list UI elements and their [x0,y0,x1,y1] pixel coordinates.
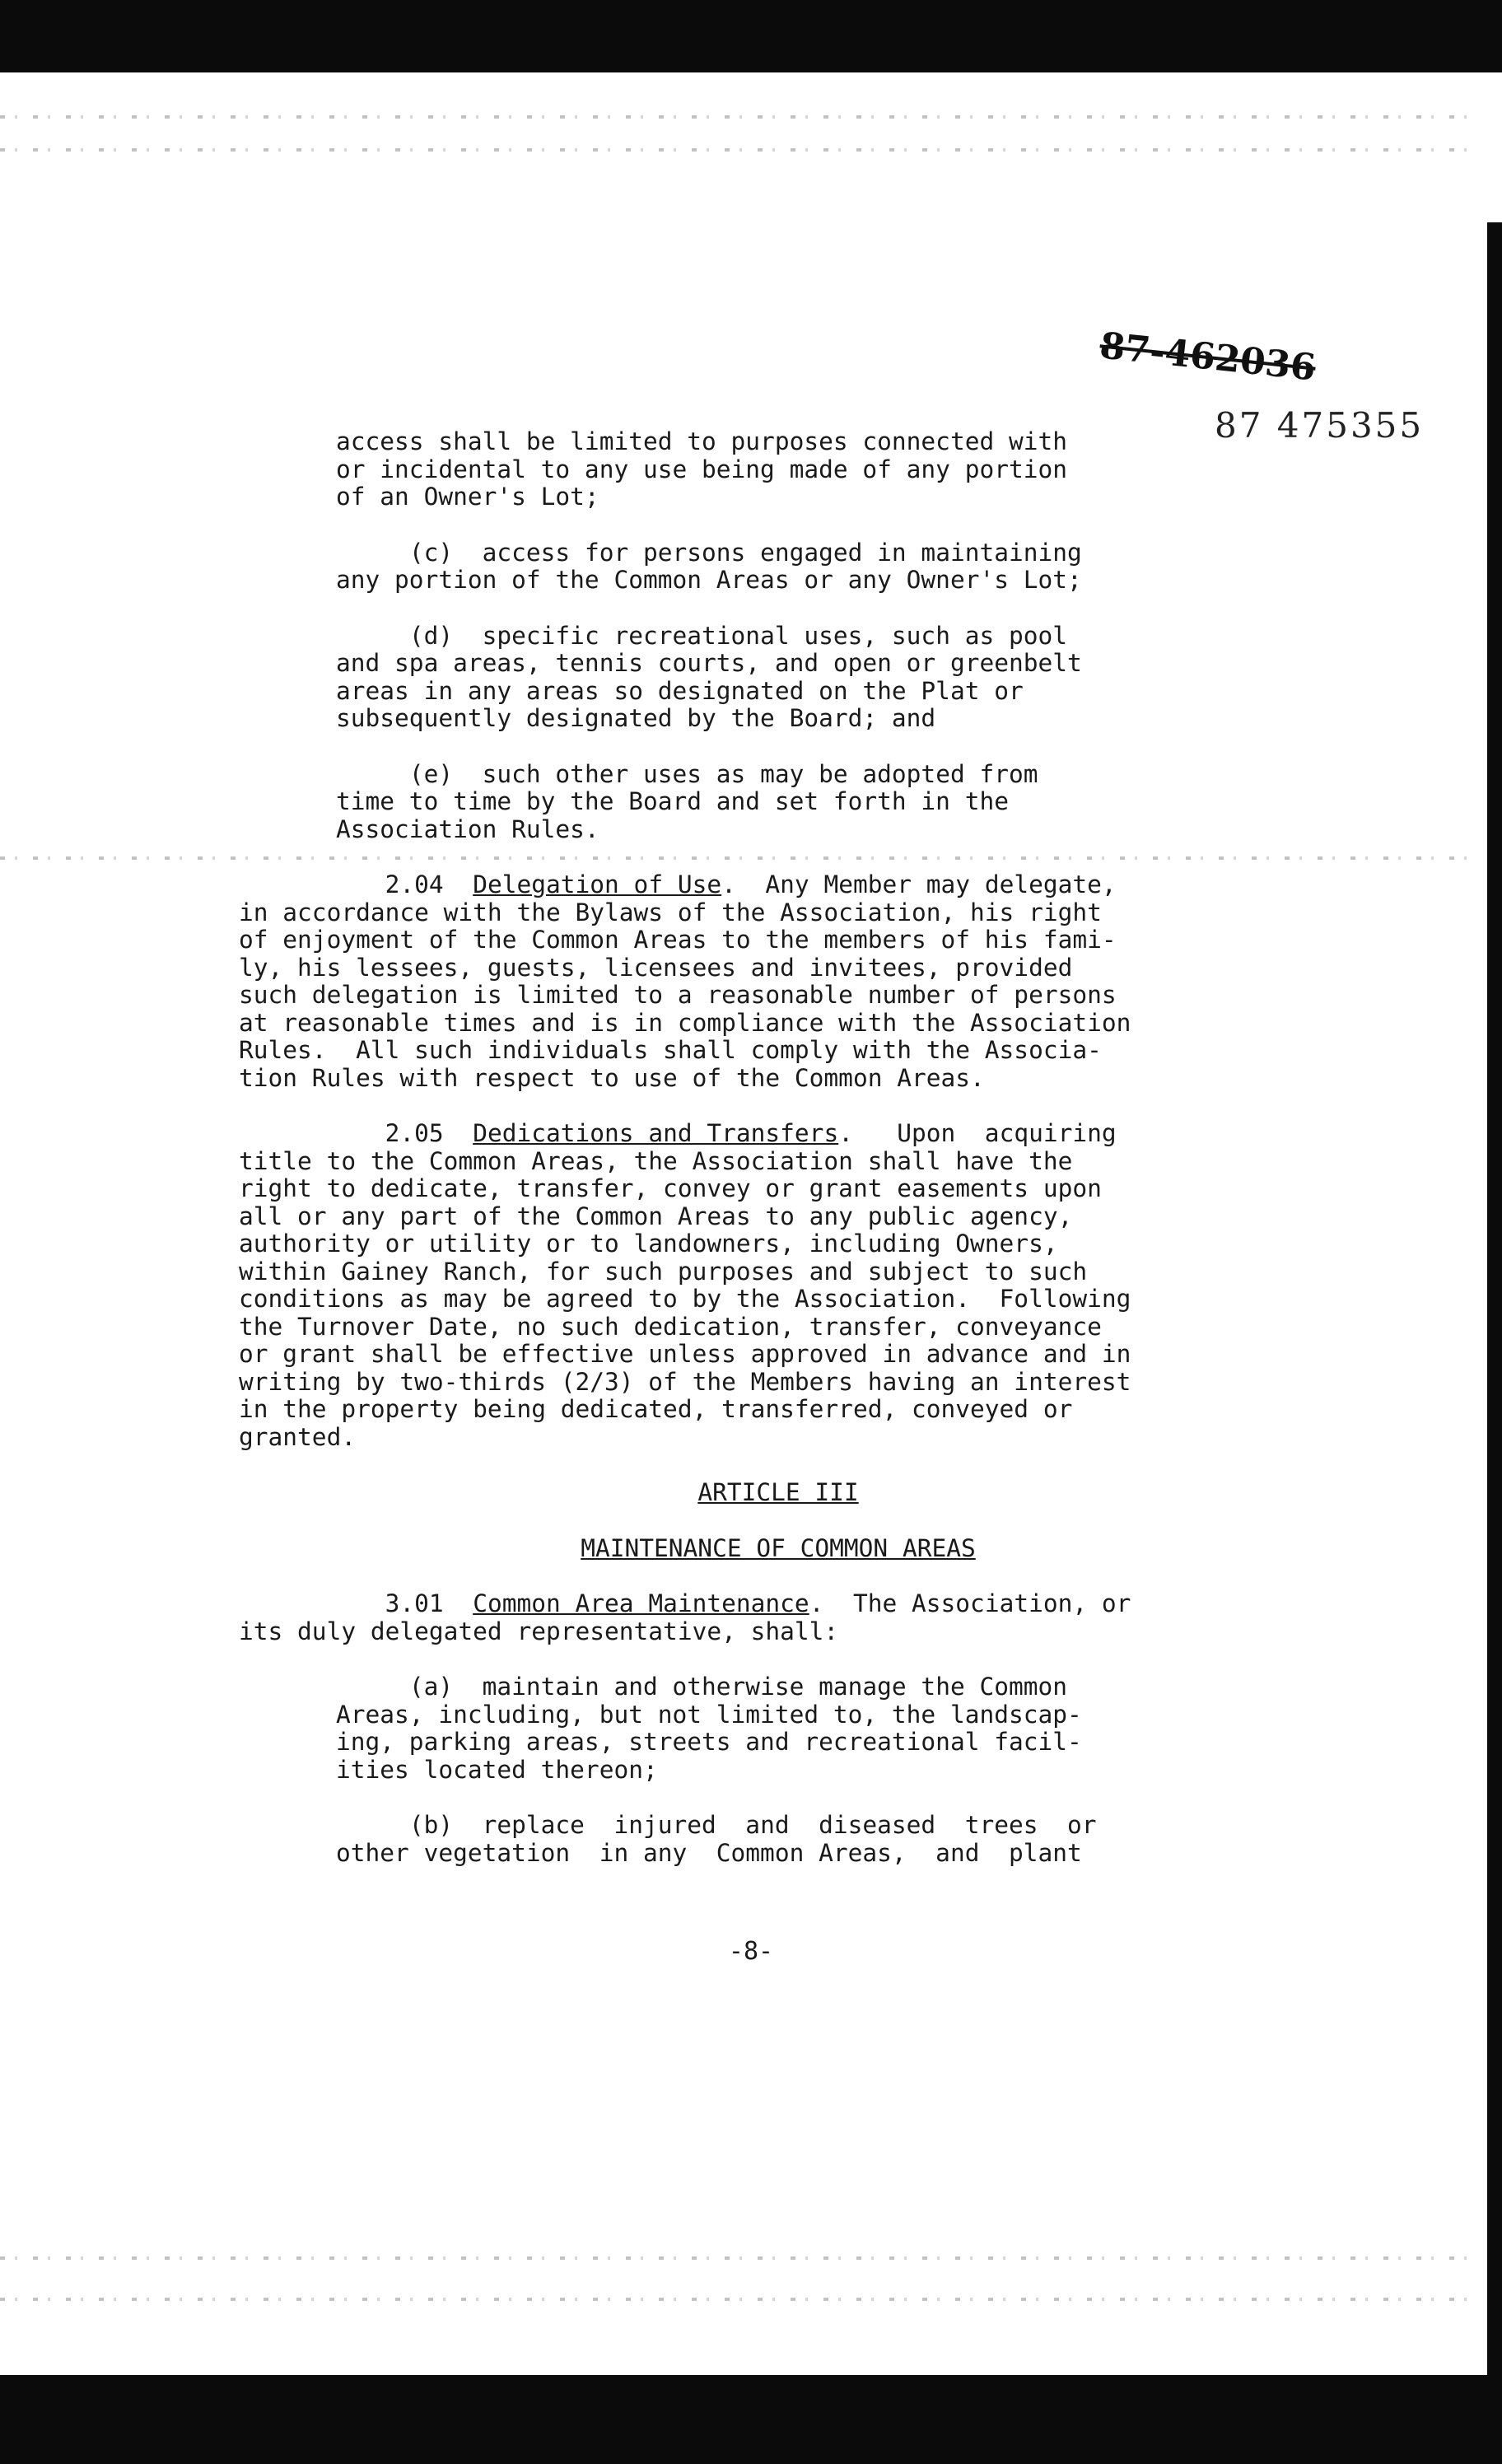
section-body: . The Association, or its duly delegated representative, shall: [239,1589,1131,1645]
page-number: -8- [728,1937,774,1966]
scan-noise [0,2256,1482,2260]
section-number: 3.01 [239,1589,473,1617]
scan-noise [0,2298,1482,2301]
struck-recording-number: 87-462036 [1098,324,1318,390]
scan-noise [0,115,1482,119]
document-body [239,428,1318,1867]
recording-number-stamp: 87 475355 [1215,405,1425,446]
paragraph-continuation: access shall be limited to purposes connected with or incidental to any use being made of any portion of an Owner's Lot; [336,427,1068,511]
section-2-05 [239,1120,1318,1451]
section-heading: Common Area Maintenance [473,1589,809,1617]
item-a: (a) maintain and otherwise manage the Common Areas, including, but not limited to, the landscap- ing, parking areas, streets and recreational facil- ities located thereon; [336,1673,1082,1784]
article-title: MAINTENANCE OF COMMON AREAS [581,1533,976,1562]
scan-border-right [1487,222,1502,2464]
item-e: (e) such other uses as may be adopted from time to time by the Board and set forth in the Association Rules. [336,759,1038,843]
item-d: (d) specific recreational uses, such as pool and spa areas, tennis courts, and open or greenbelt areas in any areas so designated on the Plat or subsequently designated by the Board; and [336,621,1082,732]
article-number: ARTICLE III [697,1478,859,1506]
section-body: . Upon acquiring title to the Common Areas, the Association shall have the right to dedicate, transfer, convey or grant easements upon all or any part of the Common Areas to any public agency, authority or utility or to landowners, including Owners, within Gainey Ranch, for such purposes and subject to such conditions as may be agreed to by the Association. Following the Turnover Date, no such dedication, transfer, conveyance or grant shall be effective unless approved in advance and in writing by two-thirds (2/3) of the Members having an interest in the property being dedicated, transferred, conveyed or granted. [239,1119,1131,1451]
section-body: . Any Member may delegate, in accordance with the Bylaws of the Association, his right of enjoyment of the Common Areas to the members of his fami- ly, his lessees, guests, licensees and invitees, provided such delegation is limited to a reasonable number of persons at reasonable times and is in compliance with the Association Rules. All such individuals shall comply with the Associa- tion Rules with respect to use of the Common Areas. [239,870,1131,1092]
section-heading: Dedications and Transfers [473,1119,839,1147]
section-3-01 [239,1590,1318,1645]
section-2-04 [239,871,1318,1092]
item-b: (b) replace injured and diseased trees or other vegetation in any Common Areas, and plant [336,1811,1097,1867]
scan-border-top [0,0,1502,72]
section-number: 2.05 [239,1119,473,1147]
scan-noise [0,148,1482,152]
section-heading: Delegation of Use [473,870,722,898]
item-c: (c) access for persons engaged in maintaining any portion of the Common Areas or any Owner's Lot; [336,538,1082,594]
section-number: 2.04 [239,870,473,898]
scan-border-bottom [0,2375,1502,2464]
